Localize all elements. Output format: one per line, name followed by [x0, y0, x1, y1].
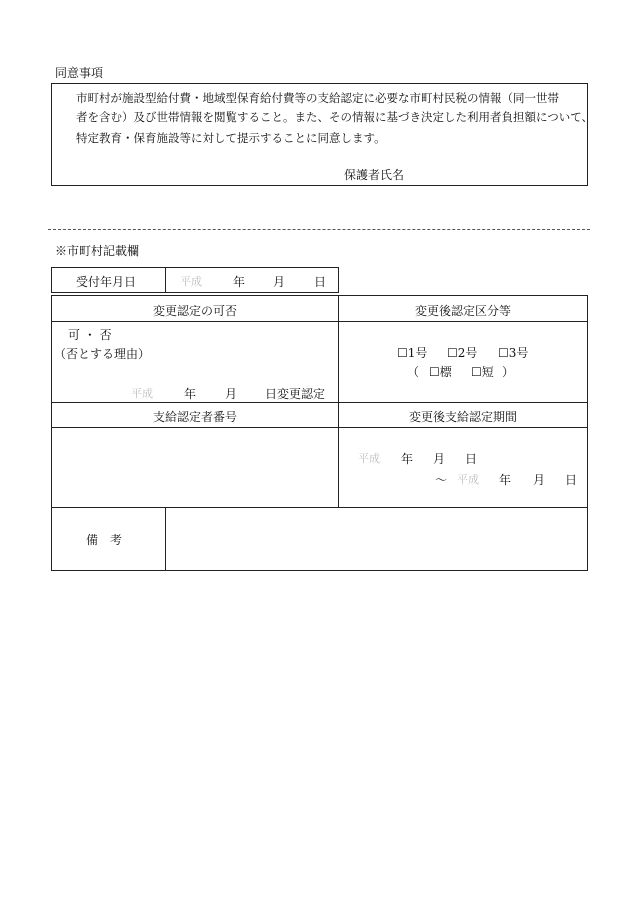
municipal-table: [51, 295, 588, 571]
rule-remarks: [165, 507, 166, 570]
rule-row-1: [52, 402, 587, 403]
period-start-year[interactable]: 年: [401, 452, 414, 466]
rule-header-1: [52, 321, 587, 322]
category-2go[interactable]: ☐2号: [447, 346, 478, 360]
approval-day-suffix: 日変更認定: [265, 387, 326, 401]
period-header: 変更後支給認定期間: [408, 410, 517, 424]
receipt-divider: [165, 268, 166, 292]
guardian-name-label: 保護者氏名: [344, 168, 405, 182]
period-end-month[interactable]: 月: [533, 473, 546, 487]
approval-options[interactable]: 可 ・ 否: [68, 328, 112, 342]
consent-line-1: 市町村が施設型給付費・地域型保育給付費等の支給認定に必要な市町村民税の情報（同一世帯: [76, 91, 559, 105]
approval-month[interactable]: 月: [225, 387, 238, 401]
receipt-date-label: 受付年月日: [76, 275, 137, 289]
period-start-day[interactable]: 日: [465, 452, 478, 466]
rule-row-2: [52, 507, 587, 508]
consent-box: [51, 83, 594, 186]
category-3go[interactable]: ☐3号: [498, 346, 529, 360]
recipient-number-header: 支給認定者番号: [152, 410, 237, 424]
recipient-number-field[interactable]: [54, 430, 334, 504]
section-divider: [48, 229, 590, 230]
category-1go[interactable]: ☐1号: [397, 346, 428, 360]
receipt-era: 平成: [180, 275, 202, 288]
receipt-year[interactable]: 年: [233, 275, 246, 289]
category-close-paren: ）: [502, 365, 515, 379]
receipt-date-box: [51, 267, 339, 293]
approval-era: 平成: [131, 387, 153, 400]
period-start-month[interactable]: 月: [433, 452, 446, 466]
receipt-day[interactable]: 日: [314, 275, 327, 289]
rule-header-2: [52, 427, 587, 428]
period-end-day[interactable]: 日: [565, 473, 578, 487]
consent-line-2: 者を含む）及び世帯情報を閲覧すること。また、その情報に基づき決定した利用者負担額について、: [76, 110, 594, 124]
approval-year[interactable]: 年: [184, 387, 197, 401]
category-standard[interactable]: ☐標: [429, 365, 452, 379]
period-start-era: 平成: [358, 452, 380, 465]
rule-column: [338, 296, 339, 507]
category-short[interactable]: ☐短: [471, 365, 494, 379]
period-tilde: ～: [435, 473, 448, 487]
receipt-month[interactable]: 月: [273, 275, 286, 289]
remarks-label: 備 考: [86, 533, 123, 547]
category-open-paren: （: [407, 365, 420, 379]
approval-reason-label: （否とする理由）: [54, 347, 151, 361]
category-header: 変更後認定区分等: [414, 304, 511, 318]
remarks-field[interactable]: [168, 510, 584, 568]
approval-header: 変更認定の可否: [152, 304, 237, 318]
municipal-title: ※市町村記載欄: [55, 244, 140, 258]
period-end-year[interactable]: 年: [499, 473, 512, 487]
guardian-name-field[interactable]: [412, 162, 582, 182]
consent-line-3: 特定教育・保育施設等に対して提示することに同意します。: [76, 131, 386, 145]
period-end-era: 平成: [457, 473, 479, 486]
consent-title: 同意事項: [55, 66, 104, 80]
